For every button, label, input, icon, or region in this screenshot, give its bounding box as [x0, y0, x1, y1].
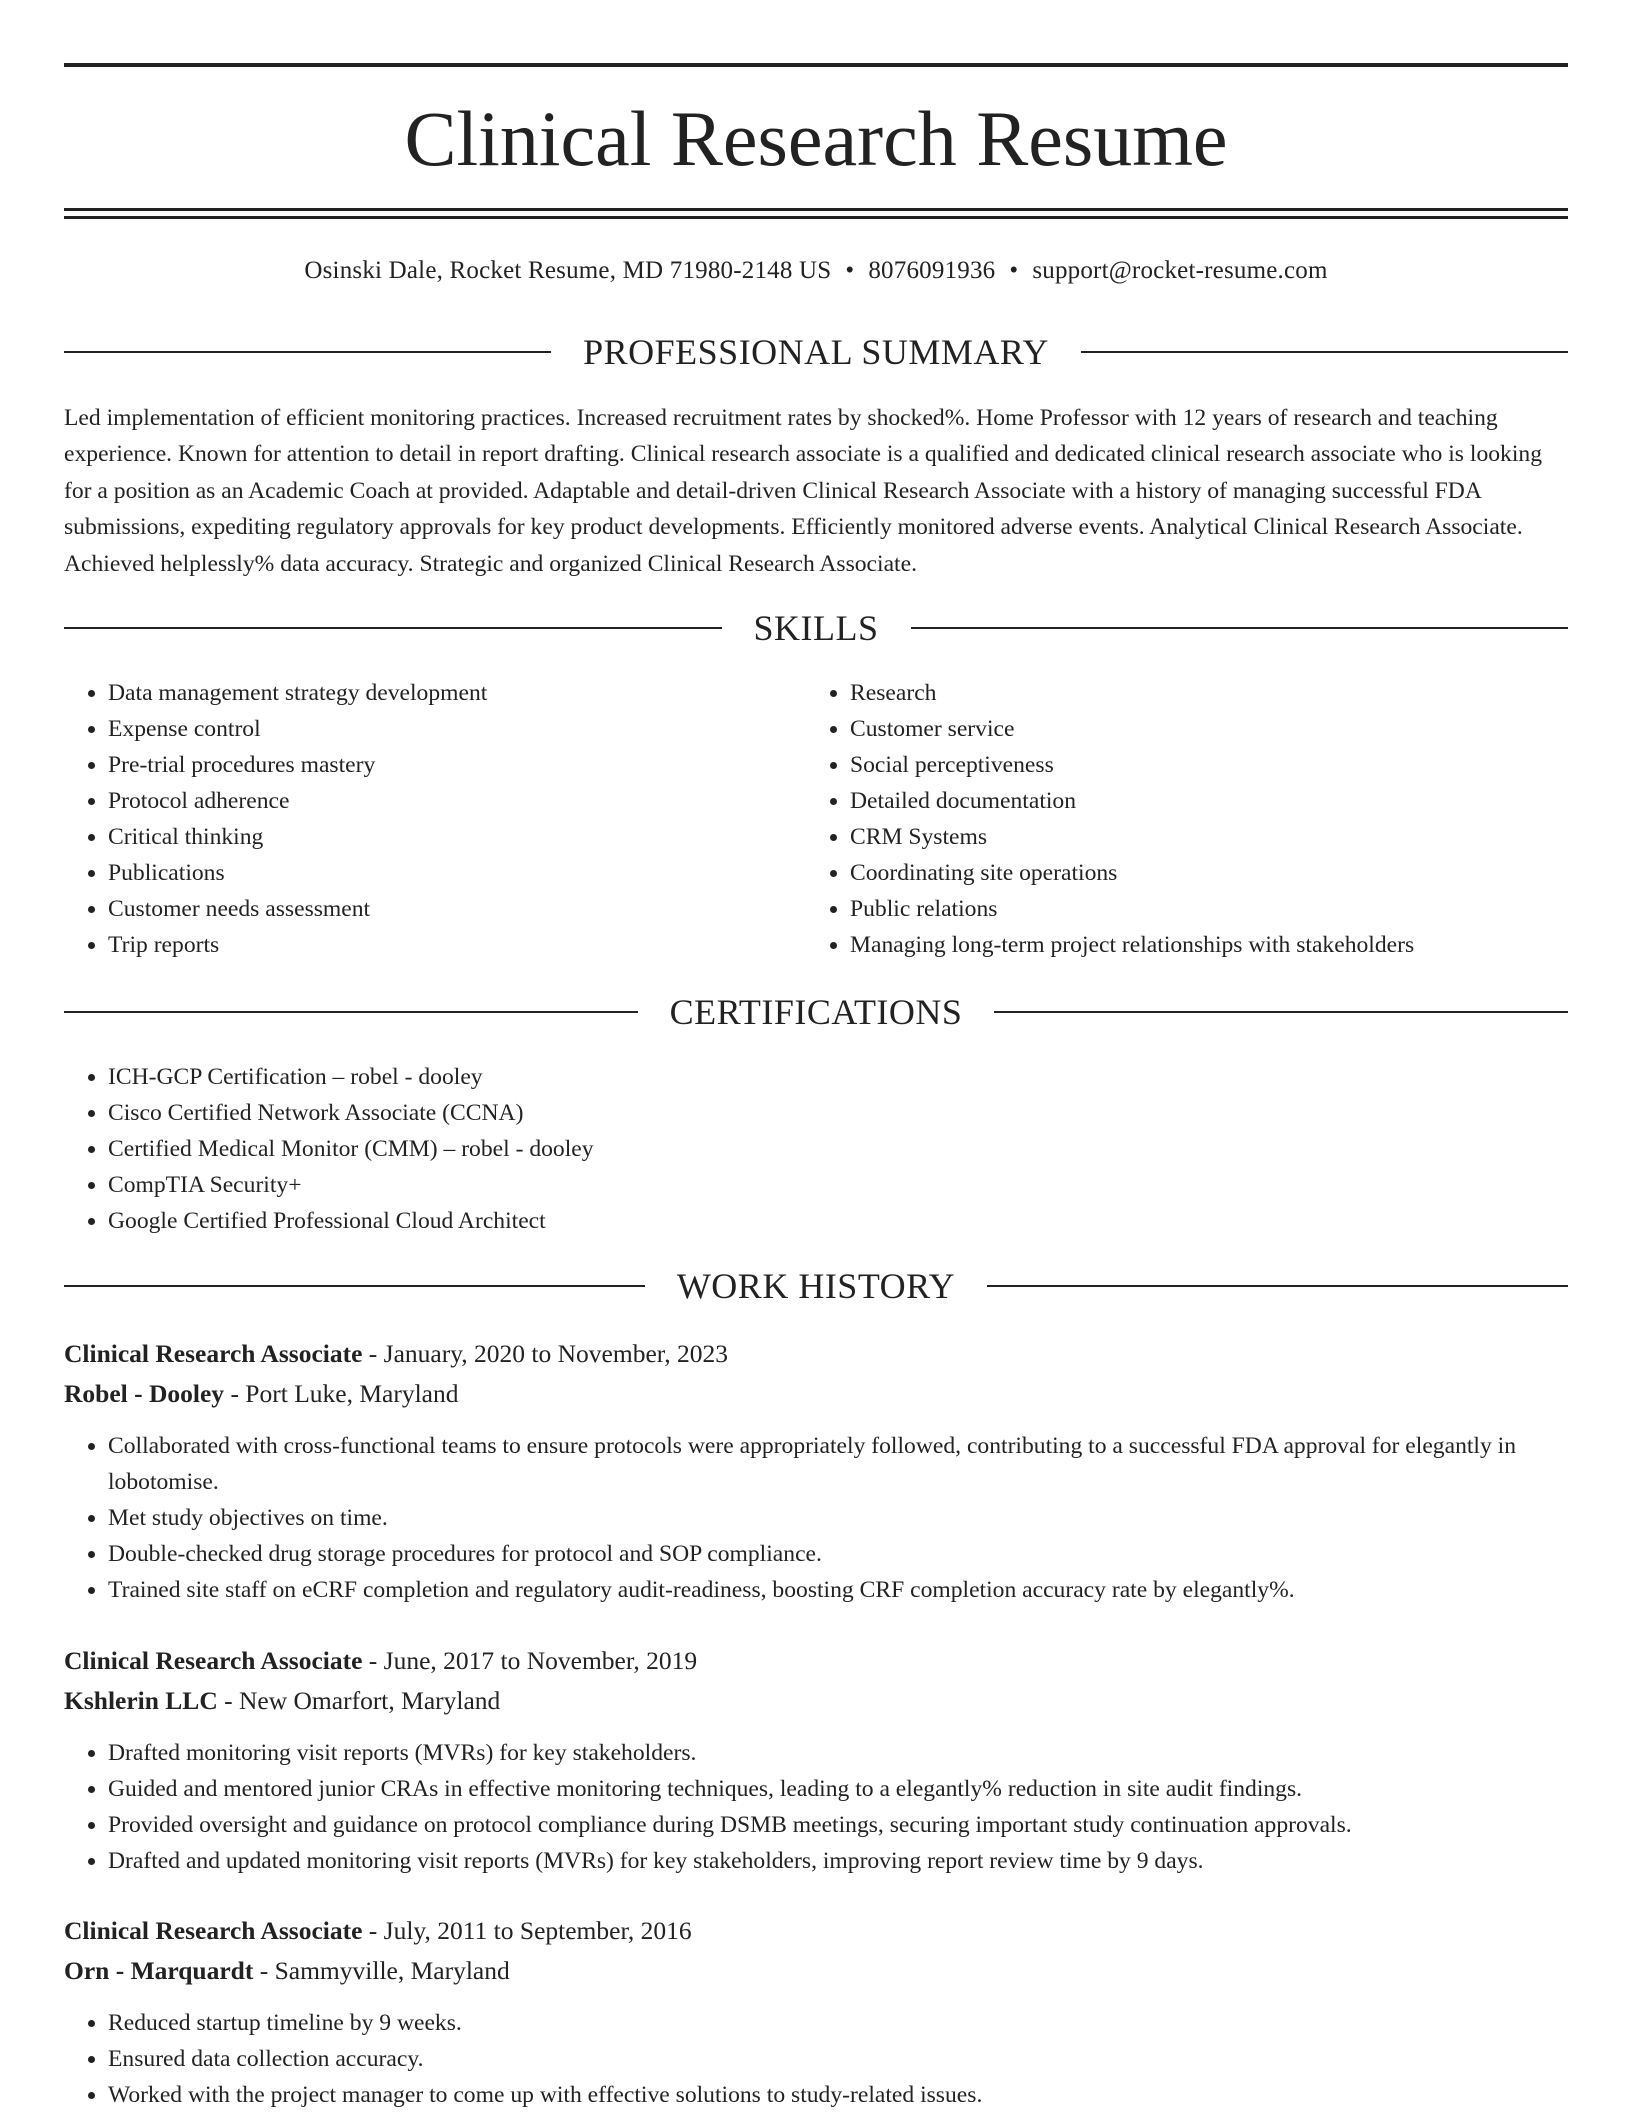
job-bullet: • Ensured data collection accuracy. — [108, 2041, 1568, 2077]
skills-heading-label: SKILLS — [753, 608, 879, 648]
job-location: - Sammyville, Maryland — [253, 1956, 510, 1985]
skills-column-left — [64, 675, 804, 963]
job-title: Clinical Research Associate — [64, 1646, 363, 1675]
certification-item: • Certified Medical Monitor (CMM) – robel - dooley — [108, 1131, 1568, 1167]
job-company-line — [64, 1951, 1568, 1991]
job-company: Orn - Marquardt — [64, 1956, 254, 1985]
skill-item: • Critical thinking — [108, 819, 804, 855]
skills-column-right — [806, 675, 1568, 963]
skill-item: • Protocol adherence — [108, 783, 804, 819]
skill-item: • Managing long-term project relationships with stakeholders — [850, 927, 1568, 963]
job-role-line — [64, 1641, 1568, 1681]
work-history-heading-label: WORK HISTORY — [676, 1266, 956, 1306]
job-dates: - January, 2020 to November, 2023 — [362, 1339, 728, 1368]
contact-separator: • — [1009, 257, 1019, 284]
skill-item: • Coordinating site operations — [850, 855, 1568, 891]
skill-item: • Publications — [108, 855, 804, 891]
skill-item: • Customer needs assessment — [108, 891, 804, 927]
resume-title: Clinical Research Resume — [404, 95, 1228, 182]
job-dates: - June, 2017 to November, 2019 — [362, 1646, 698, 1675]
work-history-heading — [64, 1264, 1568, 1308]
job-bullets — [64, 2005, 1568, 2113]
job-role-line — [64, 1334, 1568, 1374]
job-bullet: • Guided and mentored junior CRAs in effective monitoring techniques, leading to a elegantly% reduction in site audit findings. — [108, 1771, 1568, 1807]
job-bullet: • Worked with the project manager to come up with effective solutions to study-related issues. — [108, 2077, 1568, 2113]
title-rule-lower — [64, 216, 1568, 219]
skill-item: • Trip reports — [108, 927, 804, 963]
skill-item: • Social perceptiveness — [850, 747, 1568, 783]
job-bullet: • Reduced startup timeline by 9 weeks. — [108, 2005, 1568, 2041]
contact-address: Osinski Dale, Rocket Resume, MD 71980-2148 US — [304, 257, 832, 284]
job-bullets — [64, 1428, 1568, 1608]
job-title: Clinical Research Associate — [64, 1916, 363, 1945]
summary-text: Led implementation of efficient monitoring practices. Increased recruitment rates by shocked%. Home Professor with 12 years of research and teaching experience. Known for attention to detail in report drafting. Clinical research associate is a qualified and dedicated clinical research associate who is looking for a position as an Academic Coach at provided. Adaptable and detail-driven Clinical Research Associate with a history of managing successful FDA submissions, expediting regulatory approvals for key product developments. Efficiently monitored adverse events. Analytical Clinical Research Associate. Achieved helplessly% data accuracy. Strategic and organized Clinical Research Associate. — [64, 405, 1542, 577]
skill-item: • Expense control — [108, 711, 804, 747]
job-bullet: • Drafted and updated monitoring visit reports (MVRs) for key stakeholders, improving report review time by 9 days. — [108, 1843, 1568, 1879]
certifications-heading — [64, 990, 1568, 1034]
job-bullet: • Met study objectives on time. — [108, 1500, 1568, 1536]
contact-separator: • — [845, 257, 855, 284]
heading-rule — [64, 351, 551, 353]
contact-phone: 8076091936 — [868, 257, 996, 284]
job-bullets — [64, 1735, 1568, 1879]
heading-rule — [64, 1285, 645, 1287]
job-bullet: • Drafted monitoring visit reports (MVRs) for key stakeholders. — [108, 1735, 1568, 1771]
job-bullet: • Collaborated with cross-functional teams to ensure protocols were appropriately followed, contributing to a successful FDA approval for elegantly in lobotomise. — [108, 1428, 1568, 1500]
summary-heading-label: PROFESSIONAL SUMMARY — [583, 332, 1049, 372]
heading-rule — [64, 627, 722, 629]
top-rule — [64, 63, 1568, 67]
skill-item: • Research — [850, 675, 1568, 711]
certifications-heading-label: CERTIFICATIONS — [669, 992, 963, 1032]
skill-item: • Public relations — [850, 891, 1568, 927]
job-entry — [64, 1641, 1568, 1879]
job-role-line — [64, 1911, 1568, 1951]
certifications-block — [64, 1059, 1568, 1239]
skills-list-right — [806, 675, 1568, 963]
contact-line — [64, 254, 1568, 288]
heading-rule — [911, 627, 1569, 629]
heading-rule — [987, 1285, 1568, 1287]
certifications-list — [64, 1059, 1568, 1239]
skill-item: • Customer service — [850, 711, 1568, 747]
heading-rule — [994, 1011, 1568, 1013]
job-bullet: • Provided oversight and guidance on protocol compliance during DSMB meetings, securing important study continuation approvals. — [108, 1807, 1568, 1843]
skill-item: • Data management strategy development — [108, 675, 804, 711]
job-entry — [64, 1911, 1568, 2113]
certification-item: • Google Certified Professional Cloud Architect — [108, 1203, 1568, 1239]
job-company-line — [64, 1681, 1568, 1721]
certification-item: • Cisco Certified Network Associate (CCNA) — [108, 1095, 1568, 1131]
job-company-line — [64, 1374, 1568, 1414]
job-company: Robel - Dooley — [64, 1379, 225, 1408]
skill-item: • Pre-trial procedures mastery — [108, 747, 804, 783]
heading-rule — [64, 1011, 638, 1013]
skills-heading — [64, 606, 1568, 650]
job-bullet: • Double-checked drug storage procedures for protocol and SOP compliance. — [108, 1536, 1568, 1572]
job-company: Kshlerin LLC — [64, 1686, 218, 1715]
job-entry — [64, 1334, 1568, 1608]
skill-item: • Detailed documentation — [850, 783, 1568, 819]
job-bullet: • Trained site staff on eCRF completion and regulatory audit-readiness, boosting CRF completion accuracy rate by elegantly%. — [108, 1572, 1568, 1608]
summary-heading — [64, 330, 1568, 374]
skills-list-left — [64, 675, 804, 963]
certification-item: • CompTIA Security+ — [108, 1167, 1568, 1203]
skill-item: • CRM Systems — [850, 819, 1568, 855]
heading-rule — [1081, 351, 1568, 353]
job-location: - Port Luke, Maryland — [224, 1379, 459, 1408]
job-title: Clinical Research Associate — [64, 1339, 363, 1368]
certification-item: • ICH-GCP Certification – robel - dooley — [108, 1059, 1568, 1095]
title-rule-upper — [64, 208, 1568, 211]
contact-email: support@rocket-resume.com — [1032, 257, 1328, 284]
job-location: - New Omarfort, Maryland — [217, 1686, 501, 1715]
job-dates: - July, 2011 to September, 2016 — [362, 1916, 692, 1945]
